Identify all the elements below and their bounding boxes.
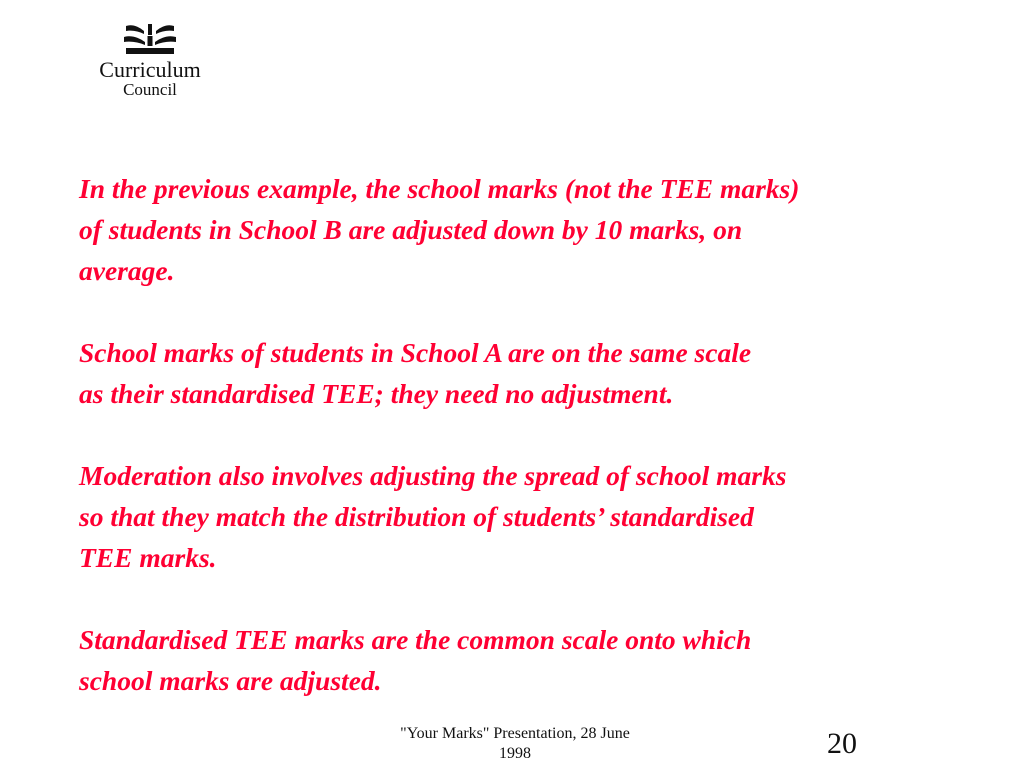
paragraph-line: school marks are adjusted. (79, 665, 382, 696)
paragraph-line: Standardised TEE marks are the common scale onto which (79, 624, 752, 655)
logo-title: Curriculum (99, 57, 201, 82)
slide-body (79, 168, 989, 701)
logo-subtitle: Council (123, 80, 177, 99)
footer-line: "Your Marks" Presentation, 28 June (400, 725, 630, 742)
logo (92, 22, 208, 98)
paragraph-line: In the previous example, the school marks (not the TEE marks) (79, 173, 800, 204)
footer-caption (360, 724, 670, 764)
paragraph-3 (79, 455, 989, 578)
paragraph-line: average. (79, 255, 175, 286)
paragraph-line: of students in School B are adjusted down by 10 marks, on (79, 214, 743, 245)
paragraph-line: so that they match the distribution of students’ standardised (79, 501, 754, 532)
page-number: 20 (827, 727, 857, 760)
paragraph-line: Moderation also involves adjusting the spread of school marks (79, 460, 787, 491)
paragraph-4 (79, 619, 989, 701)
paragraph-1 (79, 168, 989, 291)
curriculum-council-logo-icon (122, 22, 178, 56)
paragraph-line: TEE marks. (79, 542, 217, 573)
paragraph-line: School marks of students in School A are on the same scale (79, 337, 752, 368)
paragraph-2 (79, 332, 989, 414)
footer-line: 1998 (499, 745, 531, 762)
paragraph-line: as their standardised TEE; they need no adjustment. (79, 378, 674, 409)
